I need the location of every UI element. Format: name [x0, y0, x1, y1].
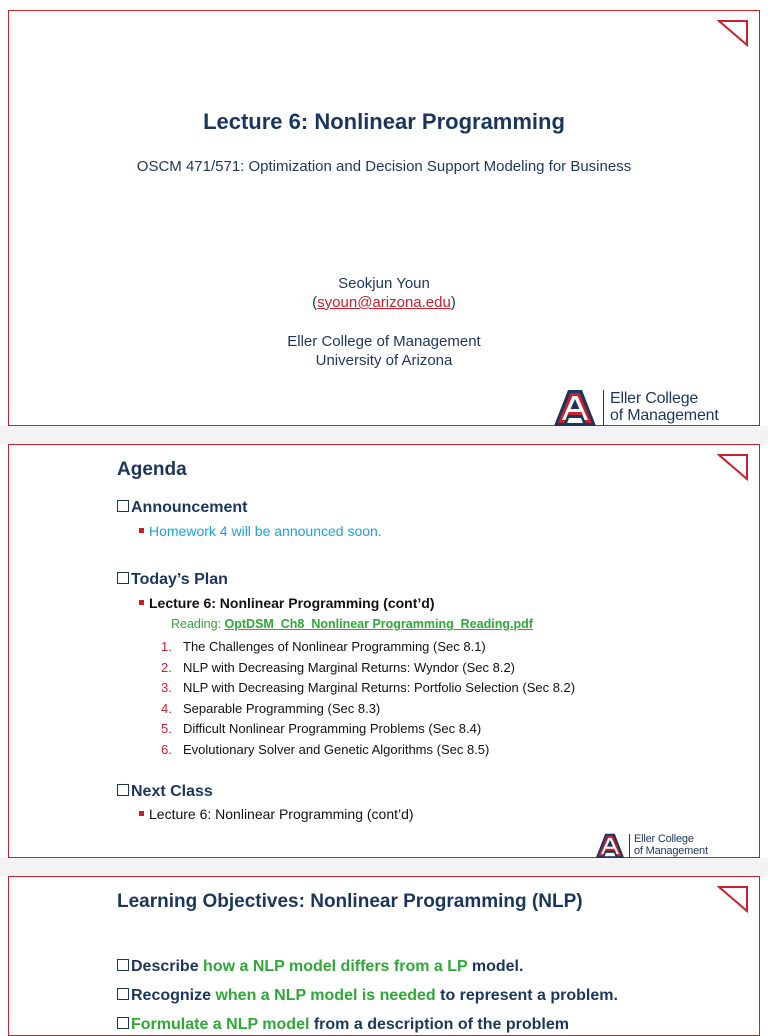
- reading-line: Reading: OptDSM_Ch8_Nonlinear Programming_Reading.pdf: [171, 617, 533, 631]
- objective-1: Describe how a NLP model differs from a LP model.: [117, 958, 523, 976]
- author-name: Seokjun Youn: [338, 275, 430, 292]
- author-email-link[interactable]: syoun@arizona.edu: [317, 294, 451, 311]
- logo-line-1: Eller College: [610, 390, 699, 408]
- topic-item: 4. Separable Programming (Sec 8.3): [161, 700, 381, 716]
- eller-logo: [553, 389, 719, 427]
- slide-gap: [0, 426, 768, 444]
- corner-triangle-icon: [717, 885, 749, 913]
- objective-2: Recognize when a NLP model is needed to represent a problem.: [117, 987, 618, 1005]
- checkbox-square-icon: [117, 988, 129, 1000]
- checkbox-square-icon: [117, 959, 129, 971]
- eller-logo: [595, 833, 708, 859]
- agenda-title: Agenda: [117, 459, 187, 480]
- university-name: University of Arizona: [315, 352, 453, 369]
- lecture-title: Lecture 6: Nonlinear Programming: [203, 109, 565, 134]
- next-class-item: Lecture 6: Nonlinear Programming (cont’d): [139, 806, 414, 822]
- topic-item: 3. NLP with Decreasing Marginal Returns: Portfolio Selection (Sec 8.2): [161, 680, 576, 696]
- checkbox-square-icon: [117, 500, 129, 512]
- author-email-line: (syoun@arizona.edu): [312, 294, 456, 311]
- topic-item: 5. Difficult Nonlinear Programming Problems (Sec 8.4): [161, 721, 482, 737]
- title-slide: [8, 10, 760, 426]
- college-name: Eller College of Management: [287, 333, 481, 350]
- checkbox-square-icon: [117, 1017, 129, 1029]
- checkbox-square-icon: [117, 572, 129, 584]
- reading-file-link[interactable]: OptDSM_Ch8_Nonlinear Programming_Reading.pdf: [224, 617, 533, 631]
- objectives-title: Learning Objectives: Nonlinear Programming (NLP): [117, 891, 583, 912]
- bullet-icon: [139, 528, 144, 533]
- arizona-a-icon: [595, 833, 625, 859]
- announcement-heading: Announcement: [117, 499, 247, 517]
- agenda-slide: [8, 444, 760, 858]
- topic-item: 2. NLP with Decreasing Marginal Returns: Wyndor (Sec 8.2): [161, 659, 516, 675]
- logo-line-2: of Management: [634, 845, 708, 857]
- next-class-heading: Next Class: [117, 783, 213, 801]
- announcement-item: Homework 4 will be announced soon.: [139, 523, 382, 539]
- slide-gap: [0, 858, 768, 876]
- checkbox-square-icon: [117, 784, 129, 796]
- corner-triangle-icon: [717, 453, 749, 481]
- logo-line-1: Eller College: [634, 833, 694, 846]
- arizona-a-icon: [553, 389, 597, 427]
- bullet-icon: [139, 600, 144, 605]
- bullet-icon: [139, 811, 144, 816]
- objective-3: Formulate a NLP model from a description of the problem: [117, 1016, 569, 1034]
- plan-heading: Today’s Plan: [117, 571, 228, 589]
- objectives-slide: [8, 876, 760, 1036]
- topic-item: 6. Evolutionary Solver and Genetic Algorithms (Sec 8.5): [161, 741, 490, 757]
- topic-list: [161, 637, 575, 761]
- logo-line-2: of Management: [610, 407, 719, 424]
- corner-triangle-icon: [717, 19, 749, 47]
- course-subtitle: OSCM 471/571: Optimization and Decision Support Modeling for Business: [136, 158, 632, 175]
- topic-item: 1. The Challenges of Nonlinear Programming (Sec 8.1): [161, 639, 486, 654]
- plan-item: Lecture 6: Nonlinear Programming (cont’d): [139, 595, 434, 611]
